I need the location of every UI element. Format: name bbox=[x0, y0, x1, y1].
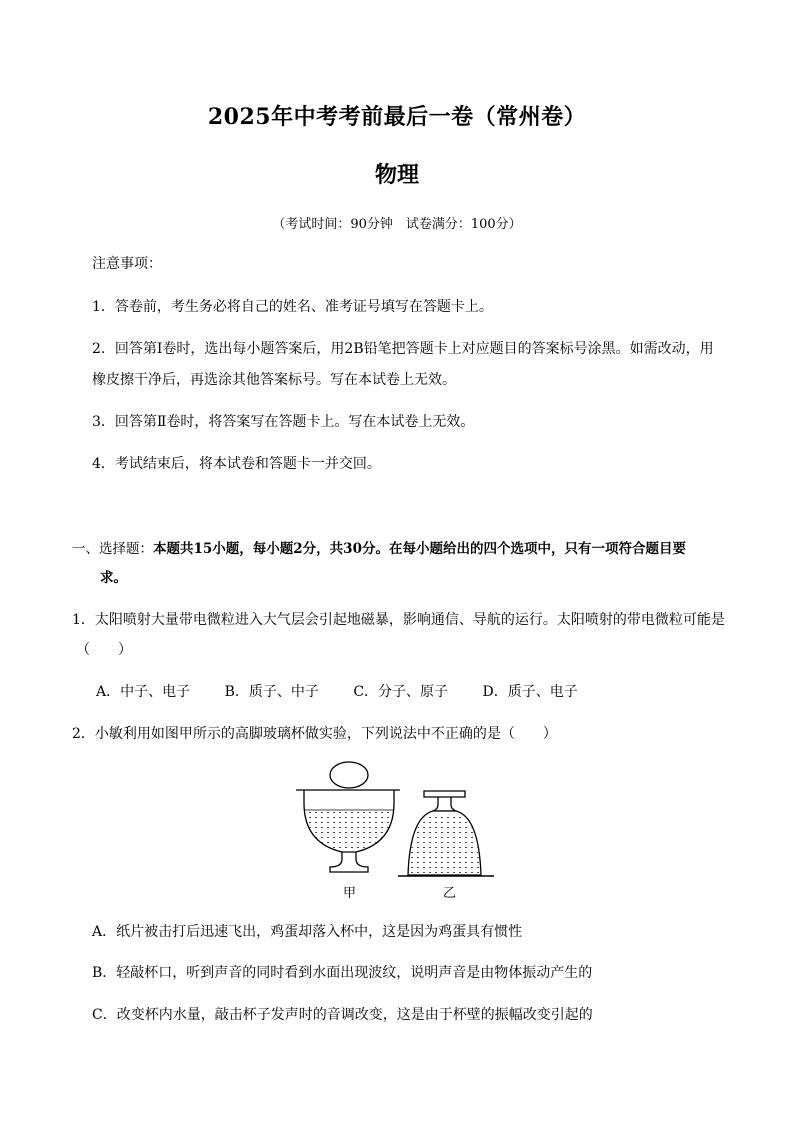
note-item-1: 1．答卷前，考生务必将自己的姓名、准考证号填写在答题卡上。 bbox=[92, 299, 493, 315]
question-1-option-b[interactable]: B．质子、中子 bbox=[224, 684, 319, 700]
notes-title: 注意事项： bbox=[92, 256, 162, 272]
exam-meta: （考试时间：90分钟 试卷满分：100分） bbox=[272, 217, 522, 232]
question-1-blank: （ ） bbox=[76, 642, 132, 658]
note-item-2-line-2: 橡皮擦干净后，再选涂其他答案标号。写在本试卷上无效。 bbox=[92, 372, 456, 388]
water-fill bbox=[305, 810, 393, 851]
inverted-stem bbox=[433, 797, 456, 811]
question-1-option-d[interactable]: D．质子、电子 bbox=[482, 684, 578, 700]
question-2-option-c[interactable]: C．改变杯内水量，敲击杯子发声时的音调改变，这是由于杯壁的振幅改变引起的 bbox=[92, 1007, 593, 1023]
goblet-jia-diagram bbox=[296, 762, 400, 872]
goblet-yi-diagram bbox=[398, 791, 494, 876]
section-1-instructions-line-2: 求。 bbox=[100, 570, 127, 586]
goblet-experiment-figure bbox=[290, 755, 510, 905]
question-2-stem: 2．小敏利用如图甲所示的高脚玻璃杯做实验，下列说法中不正确的是（ ） bbox=[72, 726, 557, 742]
section-1-heading bbox=[72, 537, 686, 557]
section-1-instructions: 本题共15小题，每小题2分，共30分。在每小题给出的四个选项中，只有一项符合题目要 bbox=[153, 541, 686, 557]
question-1-stem: 1．太阳喷射大量带电微粒进入大气层会引起地磁暴，影响通信、导航的运行。太阳喷射的带电微粒可能是 bbox=[72, 612, 725, 628]
section-1-label: 一、选择题： bbox=[72, 541, 153, 557]
egg-shape bbox=[330, 762, 368, 788]
note-item-4: 4．考试结束后，将本试卷和答题卡一并交回。 bbox=[92, 456, 381, 472]
note-item-2-line-1: 2．回答第Ⅰ卷时，选出每小题答案后，用2B铅笔把答题卡上对应题目的答案标号涂黑。如需改动，用 bbox=[92, 341, 714, 357]
note-item-3: 3．回答第Ⅱ卷时，将答案写在答题卡上。写在本试卷上无效。 bbox=[92, 414, 475, 430]
question-2-option-b[interactable]: B．轻敲杯口，听到声音的同时看到水面出现波纹，说明声音是由物体振动产生的 bbox=[92, 965, 593, 981]
question-1-option-a[interactable]: A．中子、电子 bbox=[96, 684, 191, 700]
figure-label-yi: 乙 bbox=[443, 886, 457, 901]
question-1-option-c[interactable]: C．分子、原子 bbox=[353, 684, 449, 700]
question-1-options bbox=[96, 681, 578, 701]
figure-label-jia: 甲 bbox=[343, 886, 357, 901]
inverted-foot bbox=[424, 791, 465, 797]
question-2-option-a[interactable]: A．纸片被击打后迅速飞出，鸡蛋却落入杯中，这是因为鸡蛋具有惯性 bbox=[92, 924, 523, 940]
goblet-stem bbox=[330, 852, 368, 872]
subject-title: 物理 bbox=[374, 162, 419, 188]
exam-title: 2025年中考考前最后一卷（常州卷） bbox=[207, 104, 587, 130]
